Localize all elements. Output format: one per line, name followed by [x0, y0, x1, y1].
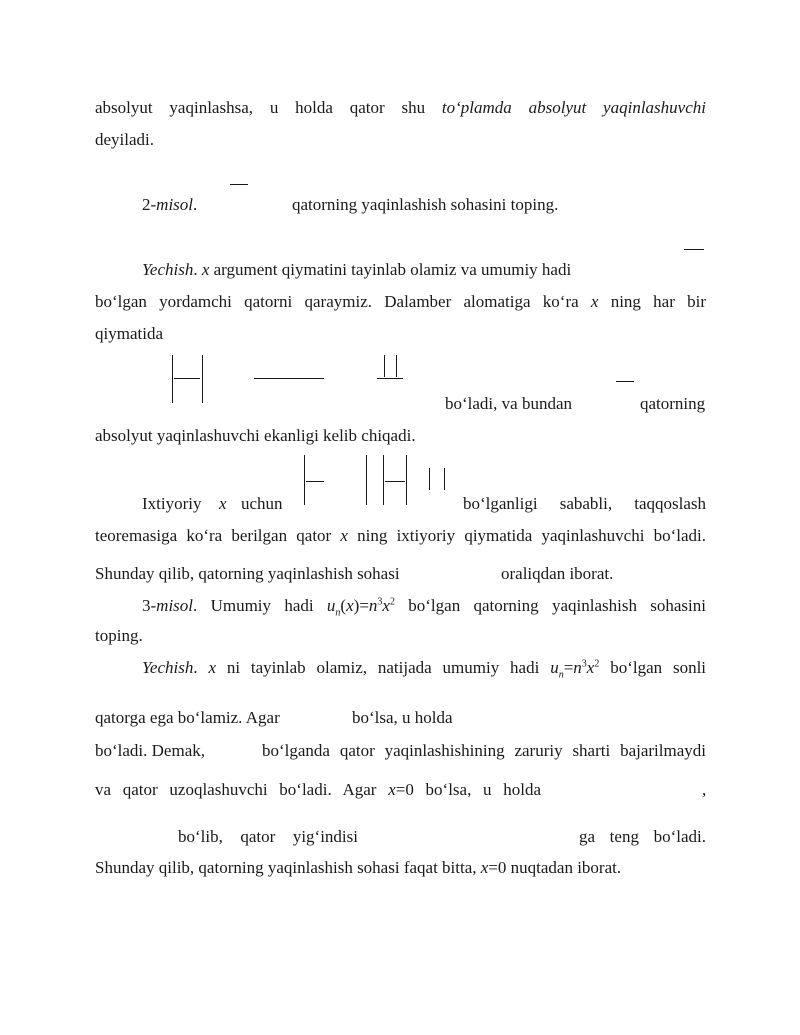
paragraph-line [352, 708, 453, 728]
text-span: bo‘lib, qator yig‘indisi [178, 827, 358, 846]
paragraph-line [95, 324, 163, 344]
paragraph-line [142, 494, 202, 514]
text-span: argument qiymatini tayinlab olamiz va umumiy hadi [213, 260, 572, 279]
formula-abs-bar [304, 455, 305, 505]
example-label [142, 195, 197, 215]
text-span: bo‘lgan qatorning yaqinlashish sohasini [408, 596, 706, 615]
paragraph-line [219, 494, 227, 514]
text-span: bo‘ladi, va bundan [445, 394, 572, 413]
formula-fraction-bar [306, 481, 324, 482]
formula-fraction-bar [377, 378, 403, 379]
text-span: bo‘lsa, u holda [352, 708, 453, 727]
text-span: qatorga ega bo‘lamiz. Agar [95, 708, 280, 727]
formula-abs-bar [383, 455, 384, 505]
formula-un: $u_n=n^3x^2$ [550, 658, 600, 681]
paragraph-line [95, 130, 154, 150]
text-span: uchun [241, 494, 283, 513]
italic-term: misol [156, 596, 194, 615]
text-span: . [193, 195, 198, 214]
math-var: x [590, 292, 599, 311]
text-span: . Umumiy hadi [193, 596, 314, 615]
formula-fraction-bar [616, 381, 634, 382]
paragraph-line [95, 858, 621, 878]
paragraph-line [95, 292, 706, 312]
math-var: x [388, 780, 396, 799]
text-span: ning har bir [610, 292, 707, 311]
paragraph-line [241, 494, 283, 514]
paragraph-line [95, 426, 416, 446]
paragraph-line [95, 98, 706, 118]
paragraph-line [579, 827, 706, 847]
text-span: bo‘ladi. Demak, [95, 741, 205, 760]
text-span: =0 nuqtadan iborat. [488, 858, 622, 877]
paragraph-line [445, 394, 572, 414]
paragraph-line [95, 564, 400, 584]
paragraph-line [640, 394, 705, 414]
paragraph-line [702, 780, 706, 800]
text-span: Shunday qilib, qatorning yaqinlashish sohasi faqat bitta, [95, 858, 477, 877]
formula-abs-bar [444, 468, 445, 490]
formula-abs-bar [429, 468, 430, 490]
example-line [142, 596, 706, 619]
text-span: 2- [142, 195, 157, 214]
text-span: bo‘lgan sonli [610, 658, 707, 677]
formula-un: $u_n(x)=n^3x^2$ [326, 596, 395, 619]
paragraph-line [95, 780, 541, 800]
text-span: oraliqdan iborat. [501, 564, 614, 583]
text-span: ni tayinlab olamiz, natijada umumiy hadi [226, 658, 540, 677]
formula-abs-bar [202, 355, 203, 403]
text-span: bo‘lganda qator yaqinlashishining zaruriy sharti bajarilmaydi [262, 741, 706, 760]
paragraph-line [501, 564, 613, 584]
formula-fraction-bar [230, 184, 248, 185]
math-var: x [480, 858, 489, 877]
text-span: toping. [95, 626, 143, 645]
italic-term: misol [156, 195, 194, 214]
paragraph-line [95, 526, 706, 546]
text-span: ning ixtiyoriy qiymatida yaqinlashuvchi bo‘ladi. [357, 526, 707, 545]
example-text [292, 195, 558, 215]
solution-line: Yechish. x ni tayinlab olamiz, natijada umumiy hadi $u_n=n^3x^2$ bo‘lgan sonli [142, 658, 707, 681]
text-span: bo‘lgan yordamchi qatorni qaraymiz. Dalamber alomatiga ko‘ra [95, 292, 579, 311]
formula-abs-bar [406, 455, 407, 505]
text-span: =0 bo‘lsa, u holda [395, 780, 542, 799]
math-var: x [340, 526, 348, 545]
text-span: teoremasiga ko‘ra berilgan qator [95, 526, 332, 545]
paragraph-line [262, 741, 706, 761]
formula-abs-bar [396, 355, 397, 377]
text-span: absolyut yaqinlashsa, u holda qator shu [95, 98, 442, 117]
text-span: ga teng bo‘ladi. [579, 827, 706, 846]
paragraph-line [95, 708, 280, 728]
formula-abs-bar [384, 355, 385, 377]
solution-label: Yechish [142, 260, 194, 279]
text-span: Ixtiyoriy [142, 494, 202, 513]
italic-term: to‘plamda absolyut yaqinlashuvchi [441, 98, 706, 117]
formula-fraction-bar [385, 481, 405, 482]
text-span: deyiladi. [95, 130, 155, 149]
formula-abs-bar [172, 355, 173, 403]
math-var: x [201, 260, 210, 279]
paragraph-line [95, 741, 205, 761]
text-span: absolyut yaqinlashuvchi ekanligi kelib chiqadi. [95, 426, 416, 445]
formula-fraction-bar [684, 249, 704, 250]
text-span: 3- [142, 596, 157, 615]
formula-fraction-bar [254, 378, 324, 379]
solution-line: Yechish. x argument qiymatini tayinlab olamiz va umumiy hadi [142, 260, 572, 279]
paragraph-line [178, 827, 358, 847]
text-span: bo‘lganligi sababli, taqqoslash [463, 494, 706, 513]
text-span: va qator uzoqlashuvchi bo‘ladi. Agar [95, 780, 377, 799]
text-span: qatorning [640, 394, 706, 413]
paragraph-line [95, 626, 143, 646]
math-var: x [208, 658, 216, 677]
solution-label: Yechish [142, 658, 194, 677]
formula-fraction-bar [174, 378, 200, 379]
text-span: Shunday qilib, qatorning yaqinlashish sohasi [95, 564, 400, 583]
text-span: qatorning yaqinlashish sohasini toping. [292, 195, 559, 214]
text-span: , [702, 780, 707, 799]
formula-abs-bar [366, 455, 367, 505]
paragraph-line [463, 494, 706, 514]
math-var: x [219, 494, 227, 513]
text-span: qiymatida [95, 324, 163, 343]
